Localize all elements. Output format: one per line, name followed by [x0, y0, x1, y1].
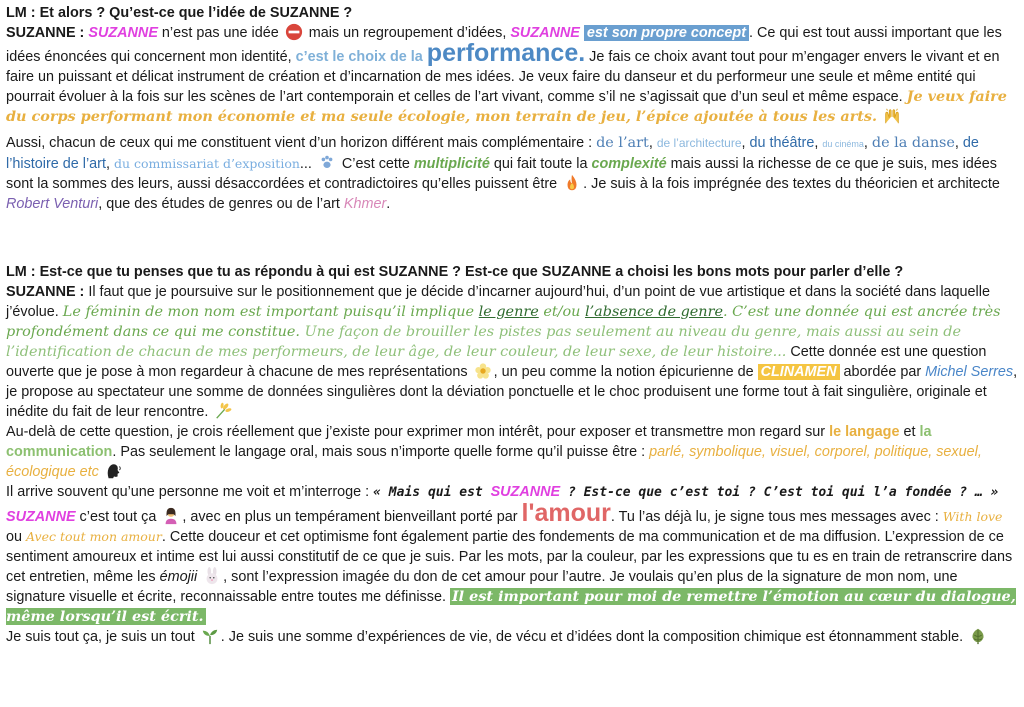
raised-hands-icon [883, 107, 901, 125]
genre-underlined: le genre [478, 304, 539, 320]
discipline-commissariat: du commissariat d’exposition [113, 156, 300, 171]
sheaf-of-rice-icon [214, 402, 232, 420]
rabbit-face-icon [203, 567, 221, 585]
michel-serres: Michel Serres [925, 364, 1014, 380]
concept-highlight: est son propre concept [584, 25, 749, 41]
corps-sentence: Je veux faire du corps performant mon économie et ma seule écologie, mon terrain de jeu, l’épice ajoutée à tous les arts. [6, 88, 1007, 125]
amour-word: l'amour [521, 499, 611, 527]
blossom-icon [474, 362, 492, 380]
closing-paragraph: Je suis tout ça, je suis un tout . Je suis une somme d’expériences de vie, de vécu et d’idées dont la composition chimique est étonnamment stable. [6, 627, 1020, 647]
discipline-art: de l’art [596, 135, 649, 151]
multiplicite-word: multiplicité [413, 156, 490, 172]
donnee-sentence: . C’est une donnée qui est ancrée très profondément dans ce qui me constitue. [6, 304, 1001, 340]
question-1-text: LM : Et alors ? Qu’est-ce que l’idée de SUZANNE ? [6, 5, 353, 21]
robert-venturi: Robert Venturi [6, 196, 99, 212]
suzanne-name: SUZANNE [6, 509, 76, 525]
avec-tout-mon-amour: Avec tout mon amour [26, 529, 162, 544]
emojii-word: émojii [159, 569, 198, 585]
no-entry-icon [285, 23, 303, 41]
fire-icon [563, 174, 581, 192]
discipline-danse: de la danse [871, 135, 955, 151]
question-2 [6, 262, 1020, 282]
speaker-label: SUZANNE : [6, 25, 85, 41]
discipline-histoire: de l’histoire de l’art [6, 135, 979, 172]
question-1 [6, 3, 1020, 23]
seedling-icon [201, 627, 219, 645]
with-love: With love [942, 509, 1003, 524]
answer-1-continued: Aussi, chacun de ceux qui me constituent vient d’un horizon différent mais complémentaire : de l’art, de l’architecture, du théâtre, du cinéma, de la danse, de l’histoire de l’art, du commissariat d’exposition... C’est cette multiplicité qui fait toute la complexité mais aussi la richesse de ce que je suis, mes idées sont la sommes des leurs, aussi désaccordées et contradictoires qu’elles puissent être . Je suis à la fois imprégnée des textes du théoricien et architecte Robert Venturi, que des études de genres ou de l’art Khmer. [6, 135, 1000, 212]
person-tipping-hand-icon [162, 507, 180, 525]
artichoke-icon [969, 627, 987, 645]
clinamen-highlight: CLINAMEN [758, 364, 840, 380]
important-highlight: Il est important pour moi de remettre l’émotion au cœur du dialogue, même lorsqu’il est écrit. [6, 588, 1016, 625]
langage-word: le langage [829, 424, 900, 440]
quote-start: « Mais qui est [373, 485, 491, 500]
suzanne-name: SUZANNE [510, 25, 580, 41]
speaking-head-icon [105, 462, 123, 480]
paw-prints-icon [318, 154, 336, 172]
choix-text: c’est le choix de la [295, 49, 427, 65]
absence-underlined: l’absence de genre [584, 304, 723, 320]
interview-document [6, 3, 1020, 647]
discipline-cinema: du cinéma [822, 139, 864, 149]
complexite-word: complexité [591, 156, 667, 172]
answer-2-continued: Au-delà de cette question, je crois réellement que j’existe pour exprimer mon intérêt, pour exposer et transmettre mon regard sur le langage et la communication. Pas seulement le langage oral, mais sous n’importe quelle forme qu’il puisse être : parlé, symbolique, visuel, corporel, politique, sexuel, écologique etc [6, 424, 982, 480]
facon-sentence: Une façon de brouiller les pistes pas seulement au niveau du genre, mais aussi au sein de l’identification de chacun de mes performeurs, de leur âge, de leur couleur, de leur sexe, de leur histoire... [6, 324, 962, 360]
speaker-label: SUZANNE : [6, 284, 85, 300]
answer-2: SUZANNE : Il faut que je poursuive sur le positionnement que je décide d’incarner aujourd’hui, d’un point de vue artistique et dans la société dans laquelle j’évolue. Le féminin de mon nom est important puisqu’il implique le genre et/ou l’absence de genre. C’est une donnée qui est ancrée très profondément dans ce qui me constitue. Une façon de brouiller les pistes pas seulement au niveau du genre, mais aussi au sein de l’identification de chacun de mes performeurs, de leur âge, de leur couleur, de leur sexe, de leur histoire... Cette donnée est une question ouverte que je pose à mon regardeur à chacune de mes représentations , un peu comme la notion épicurienne de CLINAMEN abordée par Michel Serres, je propose au spectateur une somme de données singulières dont la déviation ponctuelle et le choc produisent une forme tout à fait singulière, originale et inédite du fait de leur rencontre. [6, 284, 1018, 420]
answer-2-signature: Il arrive souvent qu’une personne me voit et m’interroge : « Mais qui est SUZANNE ? Est-ce que c’est toi ? C’est toi qui l’a fondée ? … » SUZANNE c’est tout ça , avec en plus un tempérament bienveillant porté par l'amour. Tu l’as déjà lu, je signe tous mes messages avec : With love ou Avec tout mon amour. Cette douceur et cet optimisme font également partie des fondements de ma communication et de ma diffusion. L’expression de ce sentiment amoureux et intime est lui aussi constitutif de ce que je suis. Par les mots, par la couleur, par les expressions que tu es en train de retranscrire dans cet entretien, même les émojii , sont l’expression imagée du don de cet amour pour l’autre. Je voulais qu’en plus de la signature de mon nom, une signature visuelle et écrite, reconnaissable entre toutes me définisse. Il est important pour moi de remettre l’émotion au cœur du dialogue, même lorsqu’il est écrit. [6, 484, 1016, 625]
forms-list: parlé, symbolique, visuel, corporel, politique, sexuel, écologique etc [6, 444, 982, 480]
performance-word: performance. [426, 39, 586, 67]
question-2-text: LM : Est-ce que tu penses que tu as répondu à qui est SUZANNE ? Est-ce que SUZANNE a choisi les bons mots pour parler d’elle ? [6, 264, 904, 280]
discipline-architecture: de l’architecture [656, 136, 742, 150]
discipline-theatre: du théâtre [749, 135, 815, 151]
quote-rest: ? Est-ce que c’est toi ? C’est toi qui l’a fondée ? … » [560, 485, 999, 500]
answer-1: SUZANNE : SUZANNE n’est pas une idée mais un regroupement d’idées, SUZANNE est son propre concept . Ce qui est tout aussi important que les idées énoncées qui concernent mon identité, c’est le choix de la performance. Je fais ce choix avant tout pour m’engager envers le vivant et en faire un puissant et délicat instrument de création et d’incarnation de mes idées. Je veux faire du danseur et du performeur une seule et même entité qui pourrait évoluer à la fois sur les scènes de l’art contemporain et celles de l’art vivant, comme s’il ne s’agissait que d’un seul et même espace. Je veux faire du corps performant mon économie et ma seule écologie, mon terrain de jeu, l’épice ajoutée à tous les arts. [6, 25, 1007, 125]
suzanne-name: SUZANNE [490, 484, 561, 500]
communication-word: la communication [6, 424, 932, 460]
feminin-sentence: Le féminin de mon nom est important puisqu’il implique [62, 304, 479, 320]
suzanne-name: SUZANNE [88, 25, 158, 41]
khmer-word: Khmer [343, 196, 387, 212]
